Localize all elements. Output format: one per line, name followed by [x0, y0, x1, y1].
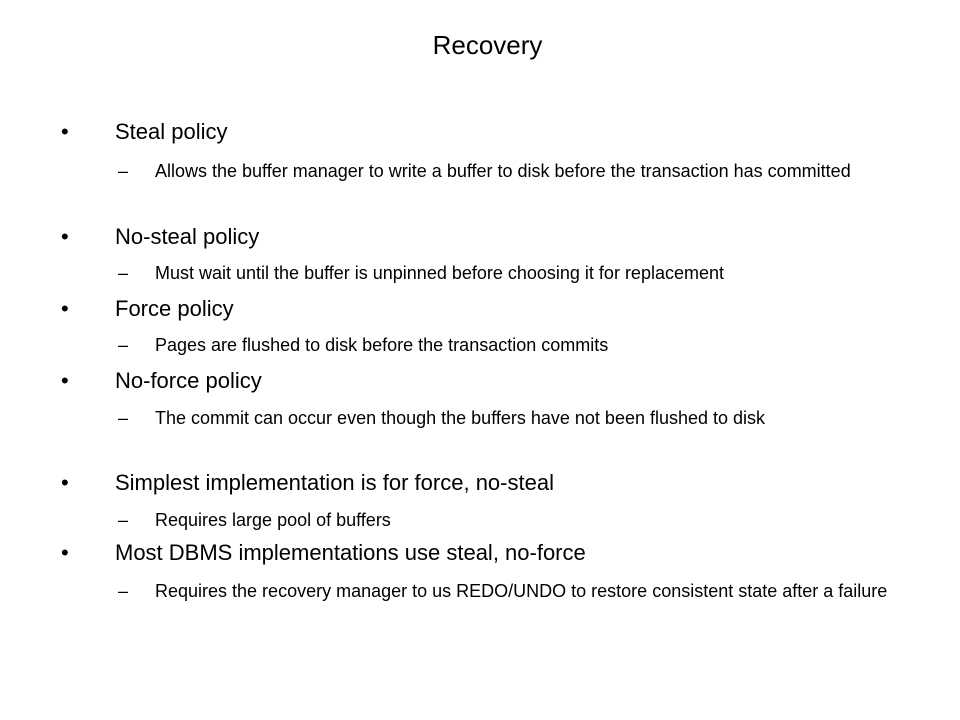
- sub-bullet-marker: –: [118, 510, 129, 530]
- sub-bullet-text: Allows the buffer manager to write a buffer to disk before the transaction has committed: [155, 161, 851, 181]
- sub-bullet-text: Requires large pool of buffers: [155, 510, 391, 530]
- bullet-text-steal-policy: Steal policy: [115, 119, 228, 144]
- sub-bullet-marker: –: [118, 263, 129, 283]
- sub-bullet-marker: –: [118, 335, 129, 355]
- bullet-marker: •: [61, 224, 69, 249]
- bullet-marker: •: [61, 119, 69, 144]
- slide-title: Recovery: [432, 30, 543, 60]
- sub-bullet-marker: –: [118, 408, 129, 428]
- sub-bullet-text: The commit can occur even though the buffers have not been flushed to disk: [155, 408, 766, 428]
- bullet-text-most-dbms-implementations: Most DBMS implementations use steal, no-force: [115, 540, 586, 565]
- bullet-text-simplest-implementation: Simplest implementation is for force, no-steal: [115, 470, 554, 495]
- bullet-marker: •: [61, 470, 69, 495]
- sub-bullet-text: Requires the recovery manager to us REDO/UNDO to restore consistent state after a failure: [155, 581, 888, 601]
- sub-bullet-marker: –: [118, 161, 129, 181]
- bullet-marker: •: [61, 540, 69, 565]
- bullet-text-no-steal-policy: No-steal policy: [115, 224, 260, 249]
- sub-bullet-marker: –: [118, 581, 129, 601]
- bullet-marker: •: [61, 296, 69, 321]
- bullet-marker: •: [61, 368, 69, 393]
- bullet-text-no-force-policy: No-force policy: [115, 368, 262, 393]
- bullet-text-force-policy: Force policy: [115, 296, 234, 321]
- sub-bullet-text: Must wait until the buffer is unpinned before choosing it for replacement: [155, 263, 724, 283]
- sub-bullet-text: Pages are flushed to disk before the transaction commits: [155, 335, 609, 355]
